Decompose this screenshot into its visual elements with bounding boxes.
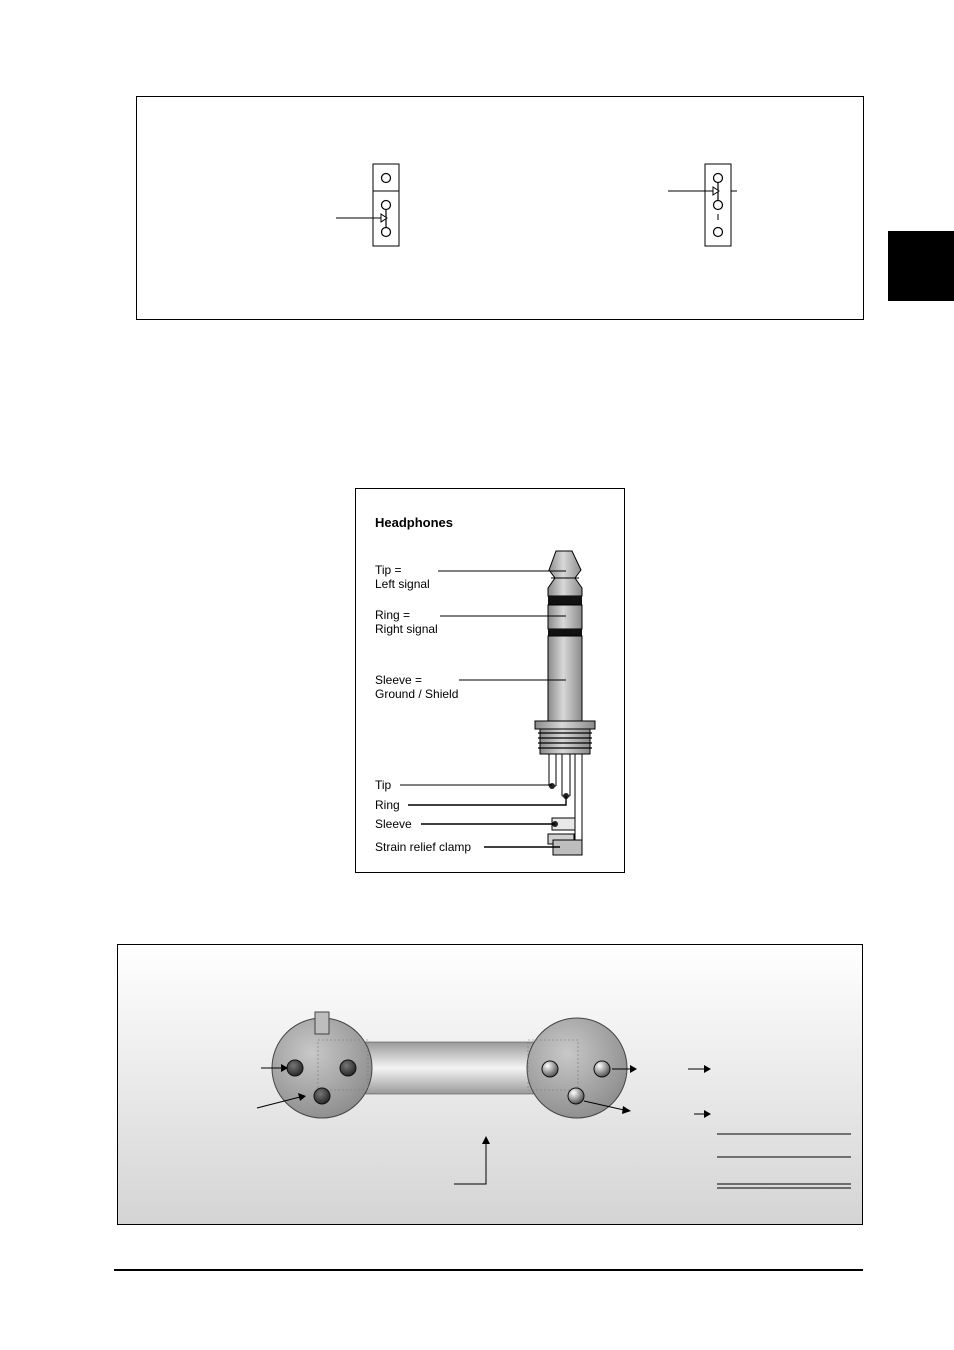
- headphones-title: Headphones: [375, 515, 454, 530]
- sleeve-ground-line2: Ground / Shield: [375, 687, 459, 701]
- tip-signal-line1: Tip =: [375, 563, 402, 577]
- wire-sleeve-label: Sleeve: [375, 817, 412, 831]
- wire-ring-label: Ring: [375, 798, 400, 812]
- tip-signal-line2: Left signal: [375, 577, 430, 591]
- ring-signal-line1: Ring =: [375, 608, 411, 622]
- strain-relief-label: Strain relief clamp: [375, 840, 472, 854]
- wire-tip-label: Tip: [375, 778, 392, 792]
- ring-signal-line2: Right signal: [375, 622, 438, 636]
- sleeve-ground-line1: Sleeve =: [375, 673, 423, 687]
- footer-rule: [114, 1269, 863, 1271]
